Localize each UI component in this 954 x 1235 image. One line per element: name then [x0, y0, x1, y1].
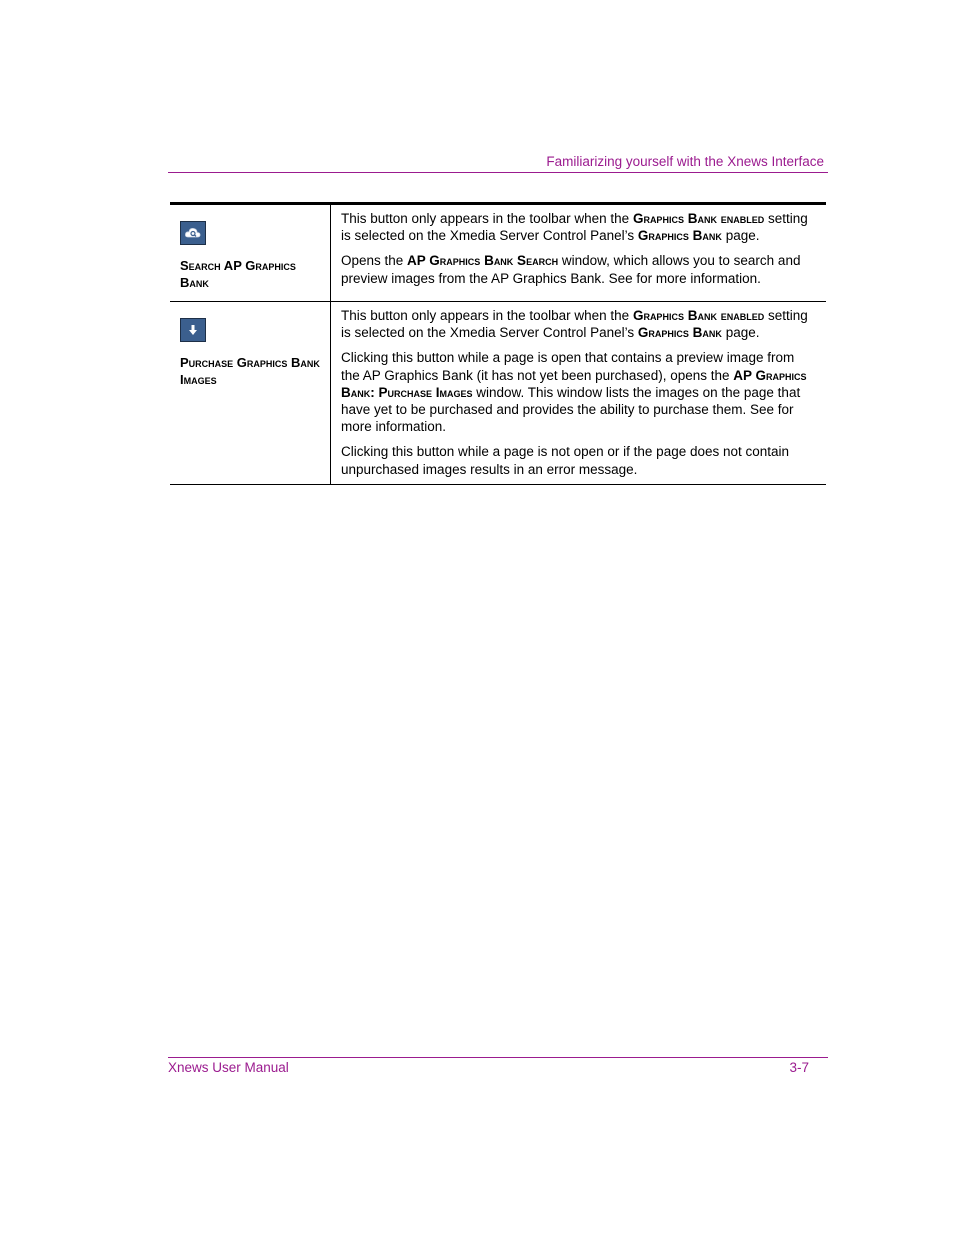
text: page. [721, 228, 760, 244]
text: setting is selected on the Xmedia Server Control Panel’s [341, 211, 808, 244]
text: Clicking this button while a page is open that contains a preview image from the AP Graphics Bank (it has not yet been purchased), opens the [341, 350, 795, 383]
page-name: Graphics Bank [637, 325, 722, 341]
header-rule [168, 172, 828, 173]
text: Opens the [341, 253, 408, 269]
table-row [170, 302, 826, 485]
table-row [170, 205, 826, 302]
text: window. This window lists the images on the page that have yet to be purchased and provides the ability to purchase them. See for more information. [341, 384, 801, 435]
page-name: Graphics Bank [637, 228, 722, 244]
button-cell [170, 302, 331, 484]
button-label: Purchase Graphics Bank Images [180, 355, 320, 387]
running-header: Familiarizing yourself with the Xnews Interface [546, 154, 824, 169]
text: page. [721, 325, 760, 341]
text: setting is selected on the Xmedia Server Control Panel’s [341, 308, 808, 341]
button-cell [170, 205, 331, 301]
description-paragraph [341, 349, 816, 435]
window-name: AP Graphics Bank: Purchase Images [341, 367, 807, 400]
description-paragraph: Clicking this button while a page is not open or if the page does not contain unpurchased images results in an error message. [341, 444, 790, 477]
setting-name: Graphics Bank enabled [632, 308, 765, 323]
manual-title: Xnews User Manual [168, 1060, 289, 1075]
button-reference-table [170, 202, 826, 485]
description-cell [331, 302, 826, 484]
description-paragraph [341, 210, 816, 244]
footer-rule [168, 1057, 828, 1058]
description-paragraph [341, 307, 816, 341]
text: window, which allows you to search and preview images from the AP Graphics Bank. See for more information. [341, 253, 801, 286]
download-arrow-icon [180, 318, 206, 342]
cloud-search-icon [180, 221, 206, 245]
text: This button only appears in the toolbar when the [341, 308, 633, 323]
setting-name: Graphics Bank enabled [632, 211, 765, 226]
page-number: 3-7 [789, 1060, 809, 1075]
description-paragraph [341, 252, 816, 286]
text: This button only appears in the toolbar when the [341, 211, 633, 226]
button-label: Search AP Graphics Bank [180, 258, 296, 290]
description-cell [331, 205, 826, 301]
window-name: AP Graphics Bank Search [407, 253, 559, 269]
